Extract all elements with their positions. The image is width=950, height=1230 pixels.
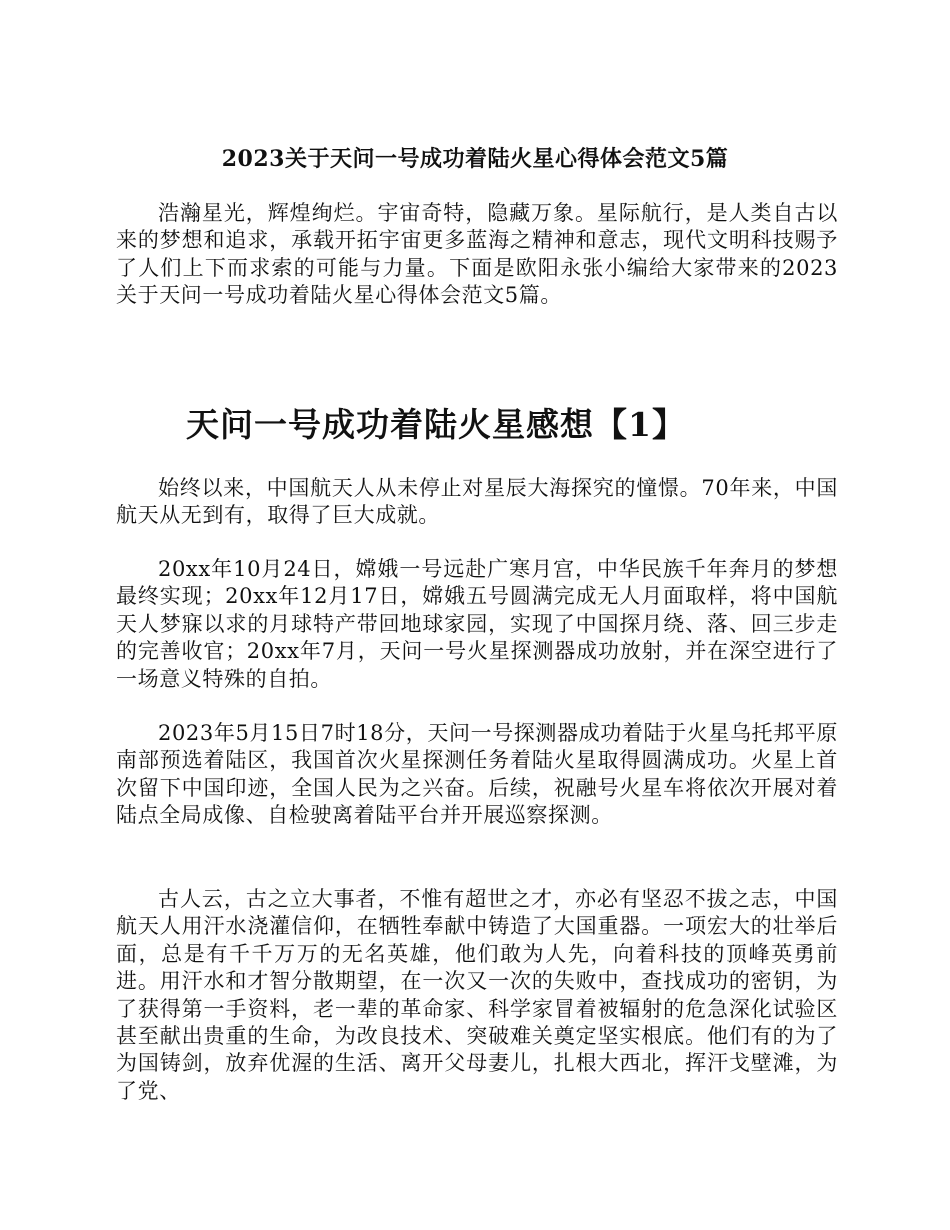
body-paragraph-4: 古人云，古之立大事者，不惟有超世之才，亦必有坚忍不拔之志，中国航天人用汗水浇灌信仰，在牺牲奉献中铸造了大国重器。一项宏大的壮举后面，总是有千千万万的无名英雄，他们敢为人先，向着科技的顶峰英勇前进。用汗水和才智分散期望，在一次又一次的失败中，查找成功的密钥，为了获得第一手资料，老一辈的革命家、科学家冒着被辐射的危急深化试验区甚至献出贵重的生命，为改良技术、突破难关奠定坚实根底。他们有的为了为国铸剑，放弃优渥的生活、离开父母妻儿，扎根大西北，挥汗戈壁滩，为了党、 bbox=[116, 887, 838, 1103]
intro-paragraph: 浩瀚星光，辉煌绚烂。宇宙奇特，隐藏万象。星际航行，是人类自古以来的梦想和追求，承载开拓宇宙更多蓝海之精神和意志，现代文明科技赐予了人们上下而求索的可能与力量。下面是欧阳永张小编给大家带来的2023关于天问一号成功着陆火星心得体会范文5篇。 bbox=[116, 201, 838, 308]
body-paragraph-1: 始终以来，中国航天人从未停止对星辰大海探究的憧憬。70年来，中国航天从无到有，取得了巨大成就。 bbox=[116, 476, 838, 528]
section-heading: 天问一号成功着陆火星感想【1】 bbox=[186, 405, 686, 444]
body-paragraph-3: 2023年5月15日7时18分，天问一号探测器成功着陆于火星乌托邦平原南部预选着陆区，我国首次火星探测任务着陆火星取得圆满成功。火星上首次留下中国印迹，全国人民为之兴奋。后续，祝融号火星车将依次开展对着陆点全局成像、自检驶离着陆平台并开展巡察探测。 bbox=[116, 721, 838, 828]
document-title: 2023关于天问一号成功着陆火星心得体会范文5篇 bbox=[221, 146, 729, 172]
body-paragraph-2: 20xx年10月24日，嫦娥一号远赴广寒月宫，中华民族千年奔月的梦想最终实现；20xx年12月17日，嫦娥五号圆满完成无人月面取样，将中国航天人梦寐以求的月球特产带回地球家园，实现了中国探月绕、落、回三步走的完善收官；20xx年7月，天问一号火星探测器成功放射，并在深空进行了一场意义特殊的自拍。 bbox=[116, 557, 838, 691]
